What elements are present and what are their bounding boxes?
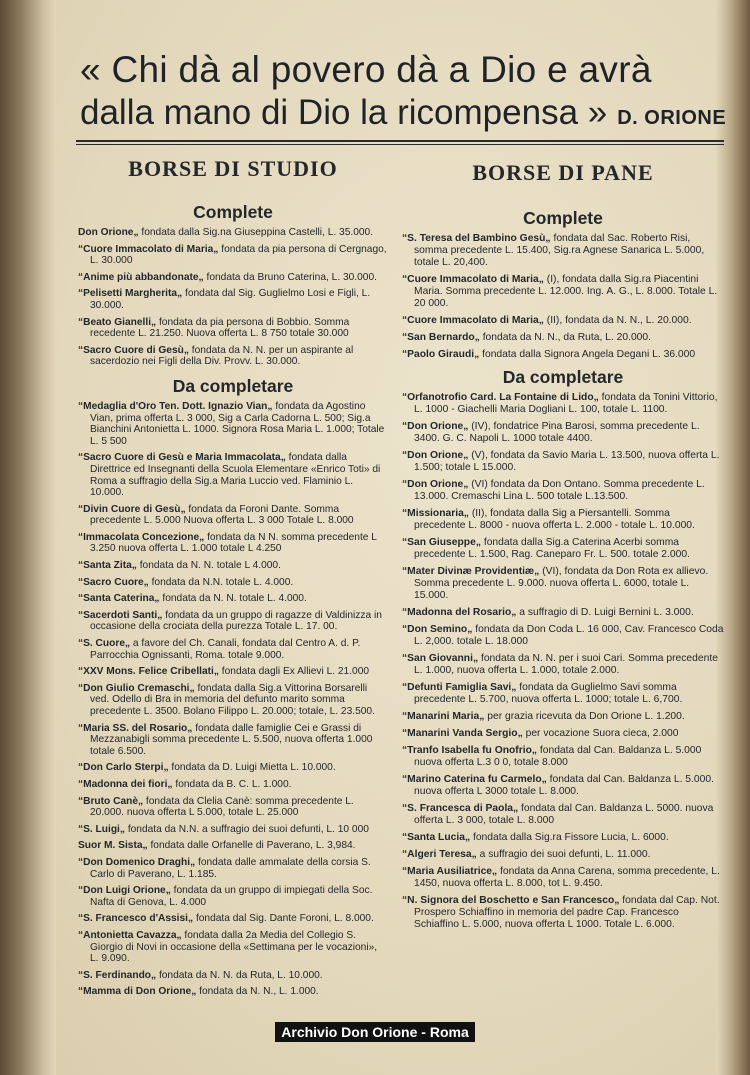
fund-name: “San Bernardo„ [402,332,480,343]
fund-details: fondata dalla Sig.a Caterina Acerbi somma precedente L. 1.500, Rag. Caneparo Fr. L. 500. totale 2.000. [414,537,690,560]
list-todo-pane [402,392,724,931]
fund-details: fondata dalla Sig.a Vittorina Borsarelli ved. Odello di Bra in memoria del defunto marito somma precedente L. 3500. Bolano Filippo L. 20.000; totale, L. 23.500. [90,682,375,717]
fund-details: fondata dalla 2a Media del Collegio S. Giorgio di Novi in occasione della «Settimana per le vocazioni», L. 9.090. [90,929,378,965]
fund-details: fondata da Don Coda L. 16 000, Cav. Francesco Coda L. 2,000. totale L. 18.000 [414,624,724,647]
fund-entry [78,638,388,661]
fund-name: “Don Luigi Orione„ [78,885,171,897]
fund-details: fondata dal Can. Baldanza L. 5000. nuova offerta L. 3 000, totale L. 8.000 [414,803,714,826]
fund-name: “Mater Divinæ Providentiæ„ [402,566,540,577]
fund-name: “Sacerdoti Santi„ [78,609,163,621]
fund-entry [402,421,724,445]
fund-name: “Santa Zita„ [78,560,137,572]
fund-details: fondata dal Sac. Roberto Risi, somma precedente L. 15.400, Sig.ra Agnese Sanarica L. 5.000, totale L. 20,400. [414,233,705,268]
fund-details: a suffragio di D. Luigi Bernini L. 3.000. [516,607,694,618]
fund-name: “San Giovanni„ [402,653,479,664]
fund-name: “Don Giulio Cremaschi„ [78,682,195,694]
fund-name: “Santa Lucia„ [402,832,471,843]
fund-entry [78,560,388,572]
section-title-studio: BORSE DI STUDIO [128,156,338,181]
fund-details: (V), fondata da Savio Maria L. 13.500, nuova offerta L. 1.500; totale L 15.000. [414,450,720,473]
fund-entry [402,274,724,310]
fund-details: (I), fondata dalla Sig.ra Piacentini Maria. Somma precedente L. 12.000. Ing. A. G., L. 8.000. Totale L. 20 000. [414,274,718,309]
fund-details: fondata dalle famiglie Cei e Grassi di Mezzanabigli somma precedente L. 5.500, nuova offerta 1.000 totale 6.500. [90,722,373,757]
fund-details: fondata dal Sig. Guglielmo Losi e Figli, L. 30.000. [90,288,371,311]
fund-entry [78,593,388,605]
fund-details: fondata da N N. somma precedente L 3.250 nuova offerta L. 1.000 totale L 4.250 [90,531,377,555]
fund-name: “Don Semino„ [402,624,473,635]
column-borse-di-pane [402,150,724,936]
fund-details: fondata da N. N. totale L 4.000. [136,560,281,572]
archive-caption [0,1024,750,1040]
fund-details: fondata da B. C. L. 1.000. [172,778,292,790]
list-todo-studio [78,401,388,998]
fund-entry [78,272,388,284]
fund-entry [78,913,388,925]
fund-entry [78,345,388,368]
fund-entry [402,866,724,890]
fund-name: “Sacro Cuore„ [78,576,149,588]
fund-details: fondata dalle Orfanelle di Paverano, L. 3,984. [147,840,356,852]
subsection-todo-studio: Da completare [172,375,294,396]
fund-details: fondata da pia persona di Bobbio. Somma recedente L. 21.250. Nuova offerta L. 8 750 totale 30.000 [90,316,350,340]
fund-name: “Orfanotrofio Card. La Fontaine di Lido„ [402,392,599,403]
subsection-complete-studio: Complete [193,202,273,222]
fund-name: “Maria Ausiliatrice„ [402,866,498,877]
fund-name: “S. Cuore„ [78,638,131,650]
fund-details: per grazia ricevuta da Don Orione L. 1.200. [484,711,685,722]
fund-entry [402,682,724,706]
fund-details: fondata dalla Sig.ra Fissore Lucia, L. 6000. [470,832,669,843]
subsection-todo-pane: Da completare [502,367,624,387]
motto-line-2-text: dalla mano di Dio la ricompensa » [80,93,608,132]
page-binding-shadow [0,0,56,1075]
fund-name: “Madonna del Rosario„ [402,607,517,618]
motto-line-1: « Chi dà al povero dà a Dio e avrà [80,49,652,90]
fund-name: “San Giuseppe„ [402,537,481,548]
fund-entry [402,774,724,798]
fund-name: “Tranfo Isabella fu Onofrio„ [402,745,538,756]
fund-entry [402,537,724,561]
fund-name: “Marino Caterina fu Carmelo„ [402,774,547,785]
fund-entry [78,227,388,239]
fund-details: fondata da N. N. da Ruta, L. 10.000. [156,969,323,981]
fund-details: fondata da N. N., L. 1.000. [196,986,319,998]
fund-details: fondata da Clelia Canè: somma precedente L. 20.000. nuova offerta L 5.000, totale L. 25.000 [90,795,354,819]
fund-details: fondata da Guglielmo Savi somma precedente L. 5.700, nuova offerta L. 1000; totale L. 6,700. [414,682,683,705]
motto [80,48,727,139]
fund-name: “Don Domenico Draghi„ [78,856,196,868]
fund-entry [402,349,724,361]
fund-details: fondata dal Cap. Not. Prospero Schiaffino in memoria del padre Cap. Francesco Schiaffino L. 5.000, nuova offerta L 1000. Totale L. 6.000. [414,895,720,930]
fund-entry [78,970,388,982]
fund-details: a favore del Ch. Canali, fondata dal Centro A. d. P. Parrocchia Ognissanti, Roma. totale 9.000. [90,638,361,661]
fund-entry [78,796,388,819]
section-title-pane: BORSE DI PANE [472,160,654,185]
fund-details: fondata da Anna Carena, somma precedente, L. 1450, nuova offerta L. 8.000, tot L. 9.450. [414,866,720,889]
fund-entry [402,566,724,602]
fund-entry [402,745,724,769]
fund-entry [78,504,388,527]
fund-name: “Missionaria„ [402,508,469,519]
fund-name: “Cuore Immacolato di Maria„ [78,243,219,255]
fund-entry [402,392,724,416]
fund-entry [78,779,388,791]
fund-details: fondata da un gruppo di ragazze di Valdinizza in occasione della crociata della purezza Totale L. 17. 00. [90,609,382,633]
fund-details: fondata da pia persona di Cergnago, L. 30.000 [90,243,387,267]
fund-name: “Cuore Immacolato di Maria„ [402,274,544,285]
fund-name: “Immacolata Concezione„ [78,531,205,543]
fund-name: “Sacro Cuore di Gesù„ [78,344,189,356]
fund-entry [402,728,724,740]
motto-line-2 [80,92,727,139]
fund-details: fondata da N.N. totale L. 4.000. [148,576,294,588]
fund-name: “Manarini Vanda Sergio„ [402,728,523,739]
header-rule-bottom [76,144,724,145]
fund-entry [78,840,388,852]
list-complete-pane [402,233,724,361]
fund-entry [78,666,388,678]
fund-details: fondata da N. N. totale L. 4.000. [159,593,307,605]
fund-name: “S. Francesca di Paola„ [402,803,519,814]
fund-details: fondata da N. N., da Ruta, L. 20.000. [479,332,651,343]
fund-details: fondata da Agostino Vian, prima offerta L. 3 000, Sig a Carla Cadorna L. 500; Sig.a Bianchini Antonietta L. 1000. Signora Rosa Maria L. 1.000; Totale L. 5 500 [90,400,385,447]
subsection-complete-pane: Complete [523,208,603,228]
fund-name: “Manarini Maria„ [402,711,485,722]
fund-name: “S. Francesco d'Assisi„ [78,913,194,925]
fund-details: fondata da N. N. per un aspirante al sacerdozio nei Figli della Div. Provv. L. 30.000. [90,344,354,368]
fund-name: “Don Orione„ [402,479,469,490]
fund-details: per vocazione Suora cieca, 2.000 [522,728,679,739]
archive-caption-text: Archivio Don Orione - Roma [275,1022,474,1042]
fund-details: (IV), fondatrice Pina Barosi, somma precedente L. 3400. G. C. Napoli L. 1000 totale 4400. [414,421,700,444]
fund-name: “Cuore Immacolato di Maria„ [402,315,544,326]
fund-details: fondata dalla Sig.na Giuseppina Castelli, L. 35.000. [138,227,374,238]
fund-entry [402,607,724,619]
fund-name: “Maria SS. del Rosario„ [78,722,193,734]
fund-entry [402,479,724,503]
fund-details: fondata dalla Signora Angela Degani L. 36.000 [479,349,696,360]
fund-name: “S. Ferdinando„ [78,969,157,981]
column-borse-di-studio [78,150,388,1003]
fund-entry [402,849,724,861]
fund-name: “Anime più abbandonate„ [78,271,204,283]
fund-entry [402,315,724,327]
fund-entry [78,762,388,774]
fund-entry [78,824,388,836]
fund-name: “Don Orione„ [402,421,469,432]
fund-name: “N. Signora del Boschetto e San Francesco„ [402,895,620,906]
fund-name: “S. Teresa del Bambino Gesù„ [402,233,551,244]
fund-details: fondata dal Sig. Dante Foroni, L. 8.000. [193,913,374,925]
fund-entry [78,452,388,498]
fund-name: “Paolo Giraudi„ [402,349,480,360]
fund-entry [78,857,388,880]
fund-name: “XXV Mons. Felice Cribellati„ [78,666,219,678]
fund-entry [402,711,724,723]
fund-name: “Madonna dei fiori„ [78,778,173,790]
motto-author: D. ORIONE [617,107,727,129]
fund-entry [78,683,388,718]
fund-name: Don Orione„ [78,227,139,238]
fund-name: “S. Luigi„ [78,823,125,835]
fund-entry [402,450,724,474]
fund-details: fondata dal Can. Baldanza L. 5.000 nuova offerta L.3 0 0, totale 8.000 [414,745,702,768]
fund-details: fondata da D. Luigi Mietta L. 10.000. [168,762,336,774]
fund-name: “Mamma di Don Orione„ [78,986,197,998]
fund-details: fondata dal Can. Baldanza L. 5.000. nuova offerta L 3000 totale L. 8.000. [414,774,714,797]
fund-details: fondata da Bruno Caterina, L. 30.000. [203,271,377,283]
fund-entry [78,885,388,908]
fund-name: Suor M. Sista„ [78,840,148,852]
fund-details: fondata da un gruppo di impiegati della Soc. Nafta di Genova, L. 4.000 [90,885,373,908]
fund-details: fondata dalla Direttrice ed Insegnanti della Scuola Elementare «Enrico Toti» di Roma a suffragio della Sig.a Maria Luccio ved. Flaminio L. 10.000. [90,452,381,499]
fund-entry [78,401,388,447]
fund-name: “Pelisetti Margherita„ [78,288,183,300]
fund-details: fondata da Tonini Vittorio, L. 1000 - Giachelli Maria Dogliani L. 100, totale L. 1100. [414,392,718,415]
fund-details: (VI) fondata da Don Ontano. Somma precedente L. 13.000. Cremaschi Lina L. 500 totale L.13.500. [414,479,705,502]
fund-entry [78,577,388,589]
fund-entry [402,332,724,344]
fund-entry [78,723,388,758]
fund-name: “Algeri Teresa„ [402,849,477,860]
fund-details: (II), fondata da N. N., L. 20.000. [543,315,692,326]
fund-name: “Sacro Cuore di Gesù e Maria Immacolata„ [78,452,286,464]
fund-entry [78,244,388,267]
fund-entry [402,233,724,269]
fund-details: fondata da N.N. a suffragio dei suoi defunti, L. 10 000 [124,823,369,835]
fund-name: “Bruto Canè„ [78,795,144,807]
fund-entry [78,532,388,555]
header-rule-top [76,140,724,142]
fund-entry [78,288,388,311]
fund-name: “Defunti Famiglia Savi„ [402,682,517,693]
fund-entry [402,653,724,677]
list-complete-studio [78,227,388,368]
fund-details: fondata da Foroni Dante. Somma precedente L. 5.000 Nuova offerta L. 3 000 Totale L. 8.000 [90,503,354,527]
fund-name: “Don Carlo Sterpi„ [78,762,169,774]
fund-entry [402,624,724,648]
fund-entry [78,317,388,340]
fund-entry [402,895,724,931]
fund-details: fondata dalle ammalate della corsia S. Carlo di Paverano, L. 1.185. [90,856,371,880]
fund-name: “Medaglia d'Oro Ten. Dott. Ignazio Vian„ [78,400,273,412]
fund-name: “Santa Caterina„ [78,593,160,605]
fund-details: fondata dagli Ex Allievi L. 21.000 [218,666,370,678]
fund-name: “Don Orione„ [402,450,469,461]
fund-details: a suffragio dei suoi defunti, L. 11.000. [476,849,651,860]
fund-entry [402,508,724,532]
fund-name: “Divin Cuore di Gesù„ [78,503,186,515]
fund-name: “Beato Gianelli„ [78,316,157,328]
fund-entry [402,832,724,844]
fund-details: (II), fondata dalla Sig a Piersantelli. Somma precedente L. 8000 - nuova offerta L. 2.000 - totale L. 10.000. [414,508,695,531]
fund-entry [78,986,388,998]
fund-name: “Antonietta Cavazza„ [78,929,182,941]
fund-details: fondata da N. N. per i suoi Cari. Somma precedente L. 1.000, nuova offerta L. 1.000, totale 2.000. [414,653,718,676]
fund-entry [402,803,724,827]
fund-details: (VI), fondata da Don Rota ex allievo. Somma precedente L. 9.000. nuova offerta L. 6000, totale L. 15.000. [414,566,709,601]
fund-entry [78,610,388,633]
fund-entry [78,930,388,965]
